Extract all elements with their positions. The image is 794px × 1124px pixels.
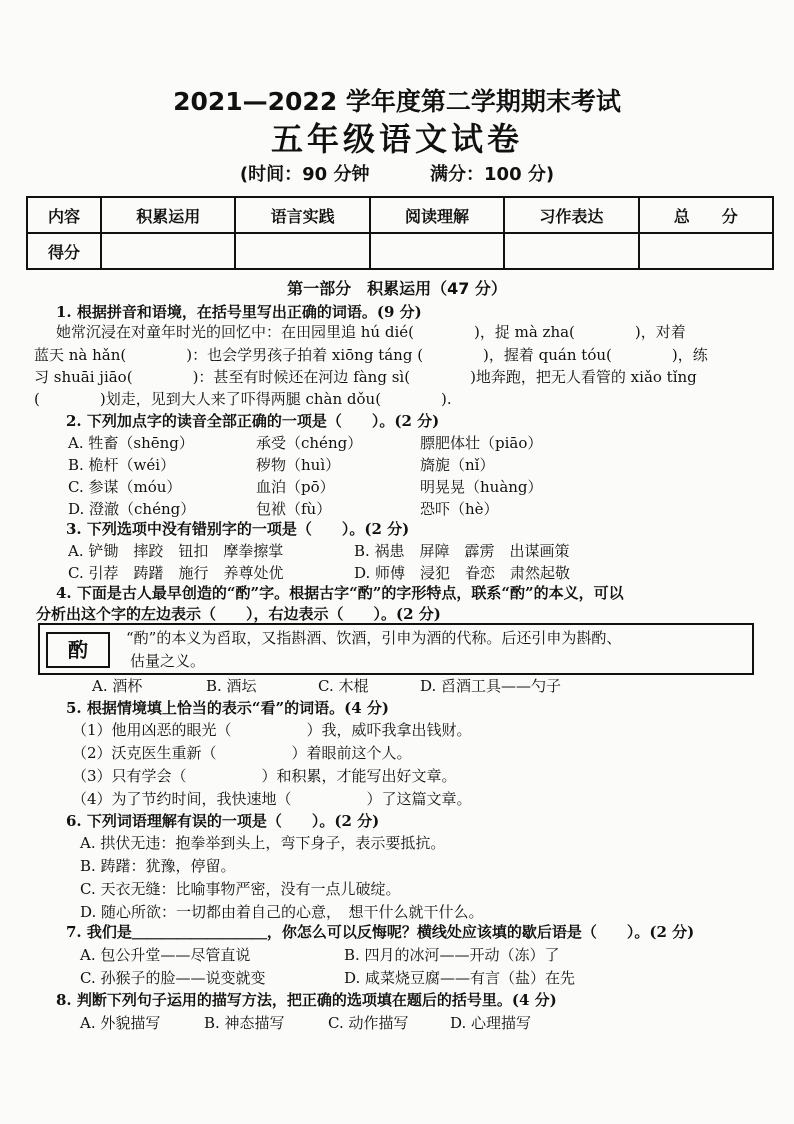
question-2-option: D. 澄澈（chéng）	[68, 500, 196, 518]
question-1-line: 她常沉浸在对童年时光的回忆中：在田园里追 hú dié( )，捉 mà zha( )，对着	[56, 323, 686, 341]
question-3-option: A. 铲锄 摔跤 钮扣 摩拳擦掌	[68, 542, 284, 560]
ancient-character-seal: 酌	[46, 632, 110, 668]
score-header-cell: 阅读理解	[370, 197, 504, 233]
question-6-option: D. 随心所欲：一切都由着自己的心意， 想干什么就干什么。	[80, 903, 484, 921]
question-6-option: C. 天衣无缝：比喻事物严密，没有一点儿破绽。	[80, 880, 401, 898]
question-2-option: 承受（chéng）	[256, 434, 363, 452]
score-cell[interactable]	[101, 233, 235, 269]
score-table	[26, 196, 774, 270]
question-4-info-text: “酌”的本义为舀取，又指斟酒、饮酒，引申为酒的代称。后还引申为斟酌、	[126, 629, 622, 647]
exam-term-title: 2021—2022 学年度第二学期期末考试	[173, 87, 621, 116]
section-title: 第一部分 积累运用（47 分）	[287, 279, 507, 298]
score-header-cell: 积累运用	[101, 197, 235, 233]
question-7-option: C. 孙猴子的脸——说变就变	[80, 969, 266, 987]
question-4-info-text: 估量之义。	[130, 652, 206, 670]
question-5-item: （4）为了节约时间，我快速地（ ）了这篇文章。	[72, 790, 472, 808]
score-cell[interactable]	[235, 233, 369, 269]
question-2-option: C. 参谋（móu）	[68, 478, 182, 496]
score-row-label: 得分	[27, 233, 101, 269]
question-7-option: A. 包公升堂——尽管直说	[80, 946, 251, 964]
question-6-option: A. 拱伏无违：抱拳举到头上，弯下身子，表示要抵抗。	[80, 834, 446, 852]
question-2-option: 恐吓（hè）	[420, 500, 499, 518]
question-2-option: 秽物（huì）	[256, 456, 341, 474]
question-2-title: 2. 下列加点字的读音全部正确的一项是（ ）。(2 分)	[66, 412, 440, 430]
question-1-line: 蓝天 nà hǎn( )：也会学男孩子拍着 xiōng táng ( )，握着 quán tóu( )，练	[34, 346, 708, 364]
question-4-line: 分析出这个字的左边表示（ ），右边表示（ ）。(2 分)	[36, 605, 441, 623]
score-table-score-row	[27, 233, 773, 269]
question-2-option: 包袱（fù）	[256, 500, 332, 518]
question-4-line: 4. 下面是古人最早创造的“酌”字。根据古字“酌”的字形特点，联系“酌”的本义，可以	[56, 584, 624, 602]
exam-paper-title: 五年级语文试卷	[270, 120, 523, 158]
question-8-title: 8. 判断下列句子运用的描写方法，把正确的选项填在题后的括号里。(4 分)	[56, 991, 557, 1009]
question-4-info-box	[38, 623, 754, 675]
question-5-item: （3）只有学会（ ）和积累，才能写出好文章。	[72, 767, 457, 785]
question-1-title: 1. 根据拼音和语境，在括号里写出正确的词语。(9 分)	[56, 303, 422, 321]
exam-full-score: 满分：100 分)	[430, 164, 555, 185]
question-5-title: 5. 根据情境填上恰当的表示“看”的词语。(4 分)	[66, 699, 389, 717]
question-3-option: B. 祸患 屏障 霹雳 出谋画策	[354, 542, 570, 560]
question-6-option: B. 踌躇：犹豫，停留。	[80, 857, 236, 875]
question-7-option: B. 四月的冰河——开动（冻）了	[344, 946, 560, 964]
question-7-title: 7. 我们是＿＿＿＿＿＿＿＿＿，你怎么可以反悔呢？横线处应该填的歇后语是（ ）。(2 分)	[66, 923, 695, 941]
exam-time-score	[0, 160, 794, 186]
question-2-option: 膘肥体壮（piāo）	[420, 434, 543, 452]
question-2-option: 明晃晃（huàng）	[420, 478, 543, 496]
question-2-option: A. 牲畜（shēng）	[68, 434, 194, 452]
question-3-title: 3. 下列选项中没有错别字的一项是（ ）。(2 分)	[66, 520, 410, 538]
score-header-cell: 总 分	[639, 197, 773, 233]
score-cell[interactable]	[639, 233, 773, 269]
question-6-title: 6. 下列词语理解有误的一项是（ ）。(2 分)	[66, 812, 380, 830]
question-2-option: 血泊（pō）	[256, 478, 335, 496]
score-header-cell: 内容	[27, 197, 101, 233]
question-8-option: D. 心理描写	[450, 1014, 532, 1032]
question-8-option: C. 动作描写	[328, 1014, 409, 1032]
score-cell[interactable]	[504, 233, 638, 269]
question-8-option: A. 外貌描写	[80, 1014, 161, 1032]
score-header-cell: 语言实践	[235, 197, 369, 233]
question-4-option: C. 木棍	[318, 677, 369, 695]
question-5-item: （1）他用凶恶的眼光（ ）我，威吓我拿出钱财。	[72, 721, 472, 739]
question-3-option: D. 师傅 浸犯 眷恋 肃然起敬	[354, 564, 571, 582]
question-4-option: D. 舀酒工具——勺子	[420, 677, 562, 695]
question-8-option: B. 神态描写	[204, 1014, 285, 1032]
question-5-item: （2）沃克医生重新（ ）着眼前这个人。	[72, 744, 412, 762]
question-4-option: A. 酒杯	[92, 677, 143, 695]
question-4-option: B. 酒坛	[206, 677, 257, 695]
score-table-header-row	[27, 197, 773, 233]
question-3-option: C. 引荐 踌躇 施行 养尊处优	[68, 564, 284, 582]
question-7-option: D. 咸菜烧豆腐——有言（盐）在先	[344, 969, 576, 987]
score-cell[interactable]	[370, 233, 504, 269]
exam-time: (时间：90 分钟	[239, 164, 370, 185]
score-header-cell: 习作表达	[504, 197, 638, 233]
question-1-line: 习 shuāi jiāo( )：甚至有时候还在河边 fàng sì( )地奔跑，把无人看管的 xiǎo tǐng	[34, 368, 697, 386]
question-2-option: B. 桅杆（wéi）	[68, 456, 176, 474]
question-1-line: ( )划走，见到大人来了吓得两腿 chàn dǒu( ).	[34, 390, 452, 408]
question-2-option: 旖旎（nǐ）	[420, 456, 495, 474]
